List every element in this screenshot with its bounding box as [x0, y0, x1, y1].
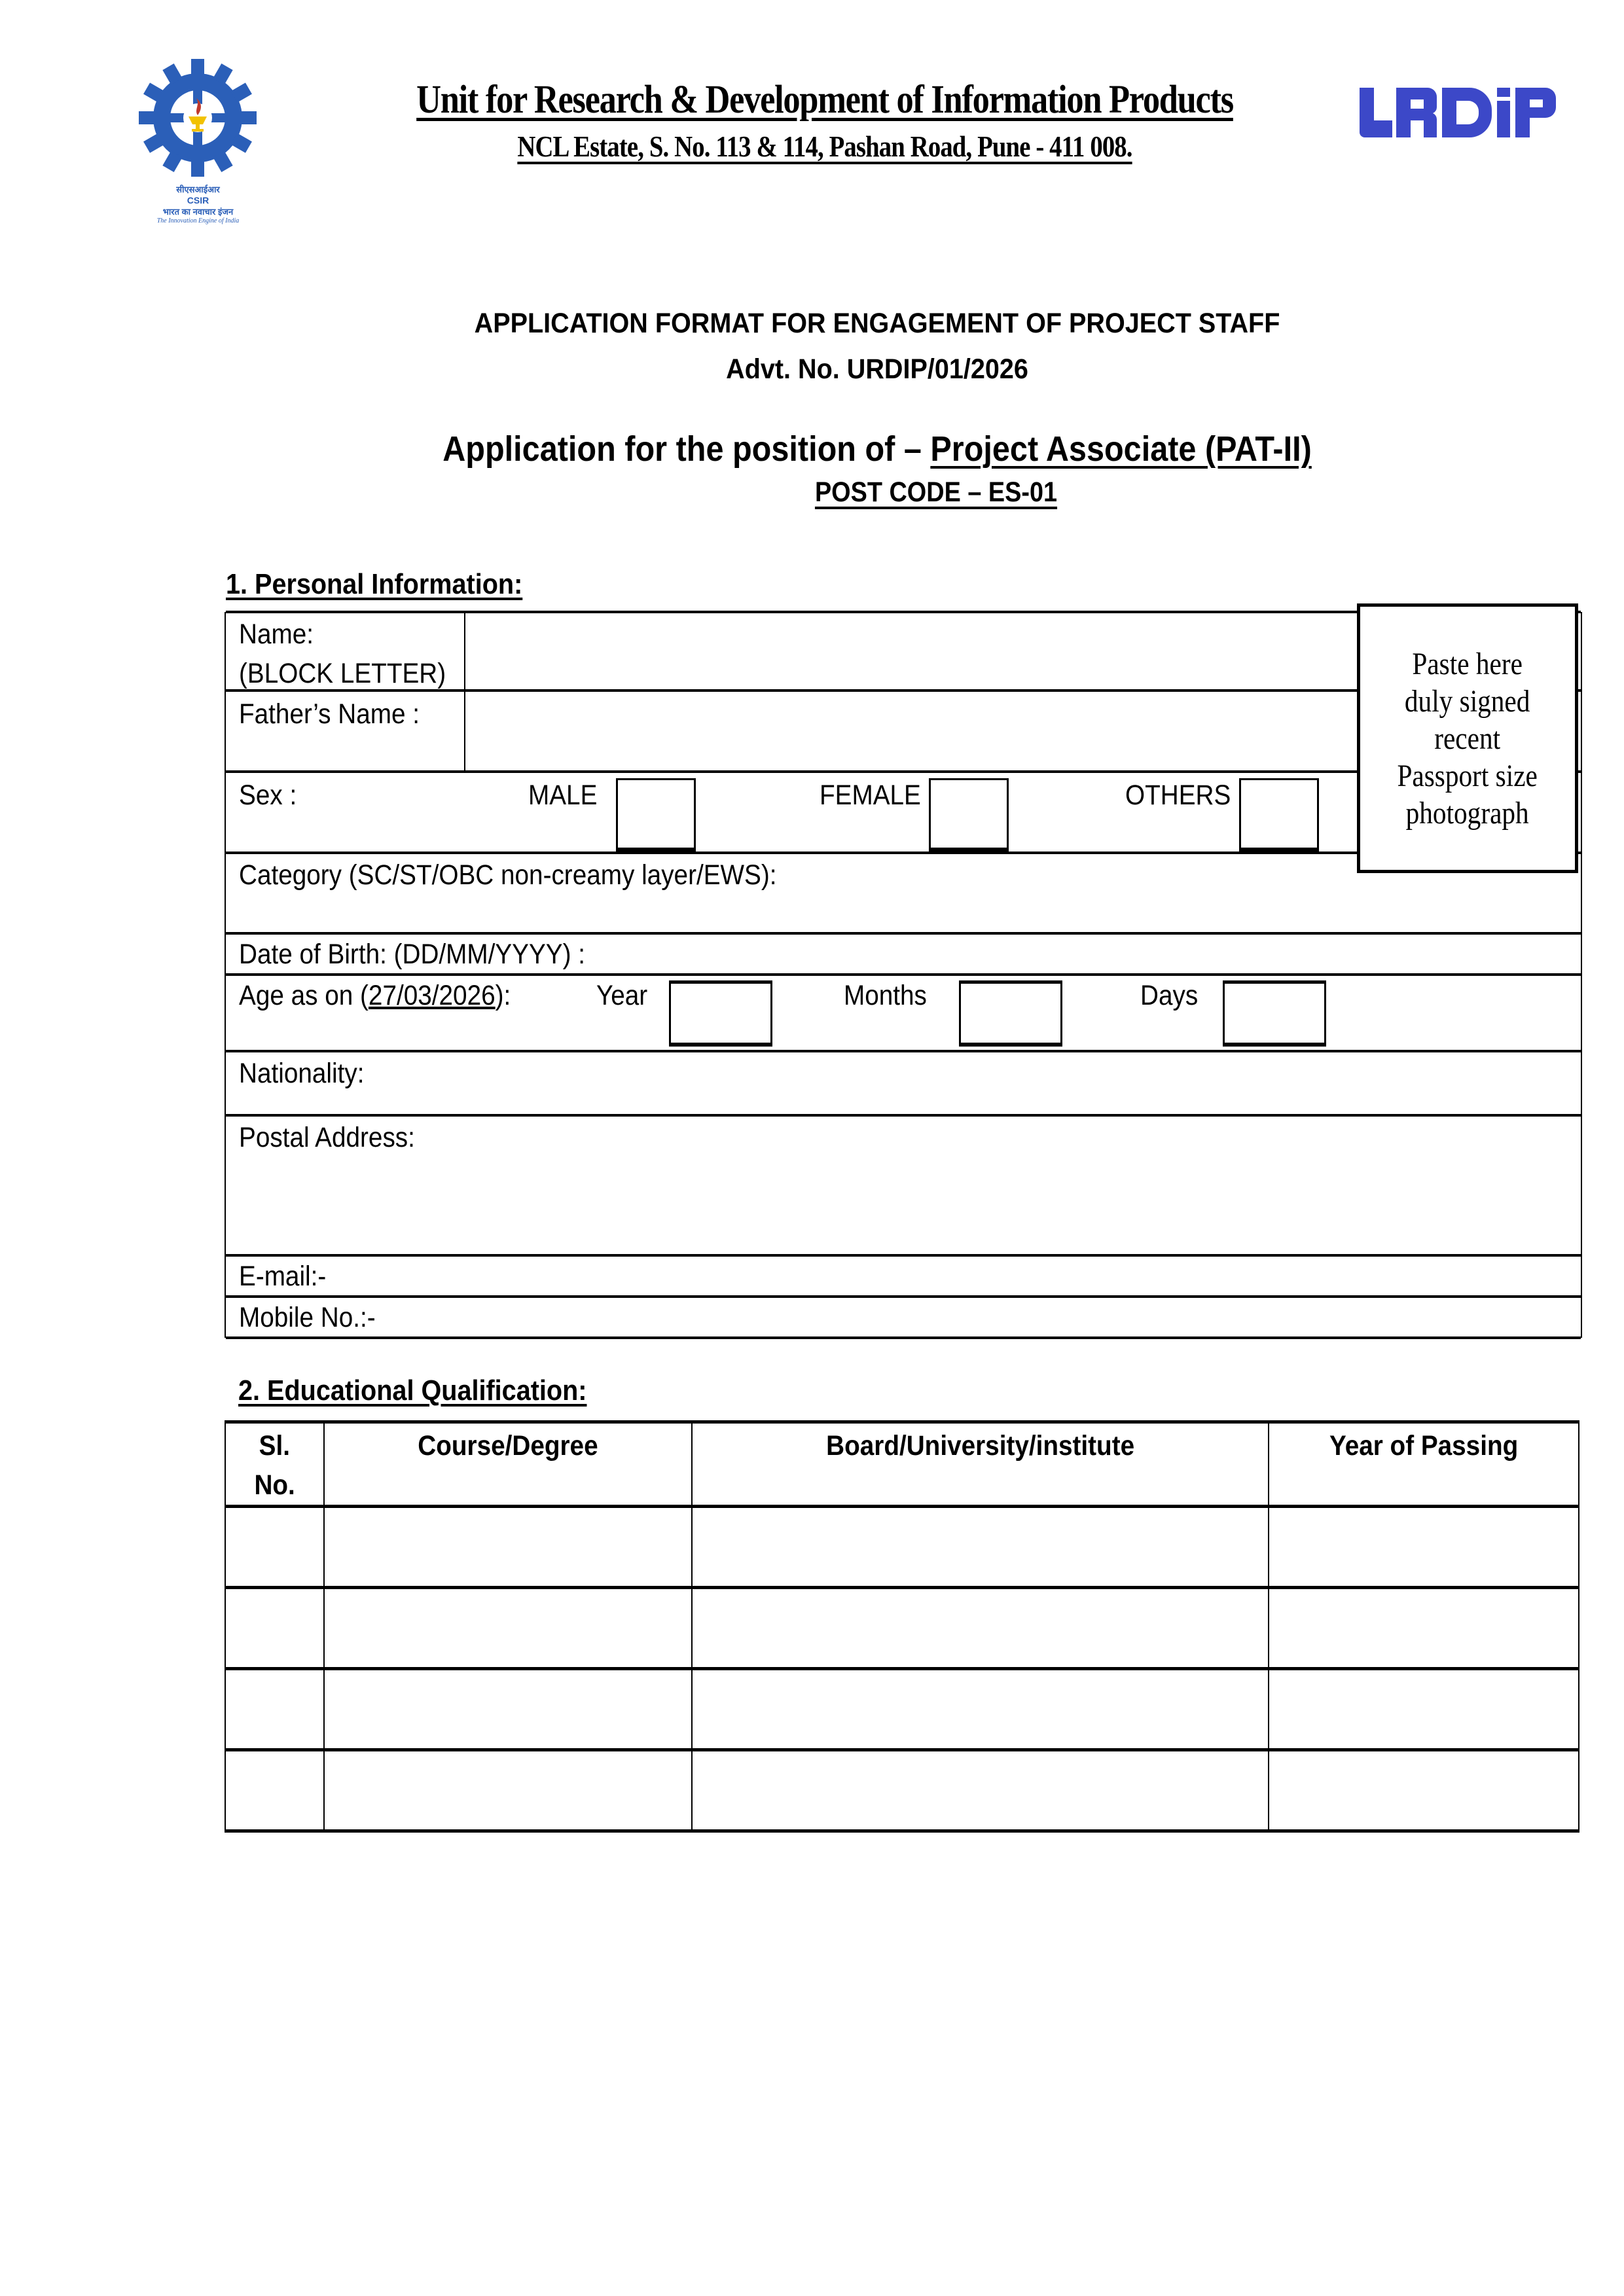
- age-label: Age as on (27/03/2026):: [239, 980, 511, 1011]
- email-input[interactable]: [344, 1257, 1581, 1295]
- postal-address-row: [226, 1117, 1581, 1257]
- table-row: [225, 1507, 1579, 1588]
- mobile-label: Mobile No.:-: [239, 1302, 376, 1333]
- course-cell[interactable]: [324, 1750, 692, 1831]
- sex-female-checkbox[interactable]: [929, 778, 1009, 852]
- mobile-row: [226, 1298, 1581, 1339]
- age-days-label: Days: [1140, 980, 1199, 1011]
- col-course-degree: Course/Degree: [324, 1422, 692, 1507]
- mobile-input[interactable]: [396, 1298, 1581, 1336]
- photo-paste-area[interactable]: [1357, 603, 1578, 873]
- education-title: 2. Educational Qualification:: [238, 1374, 587, 1407]
- age-year-input[interactable]: [669, 980, 772, 1047]
- board-cell[interactable]: [692, 1750, 1268, 1831]
- form-heading: APPLICATION FORMAT FOR ENGAGEMENT OF PROJECT STAFF: [474, 308, 1280, 339]
- urdip-logo: [1358, 86, 1558, 139]
- category-label: Category (SC/ST/OBC non-creamy layer/EWS):: [239, 859, 777, 891]
- urdip-logo-icon: [1358, 86, 1558, 139]
- photo-instructions: Paste here duly signed recent Passport size photograph: [1397, 646, 1538, 831]
- csir-gear-logo-icon: [134, 56, 262, 187]
- email-row: [226, 1257, 1581, 1298]
- sex-label: Sex :: [239, 780, 297, 811]
- nationality-row: [226, 1052, 1581, 1117]
- serial-cell[interactable]: [225, 1507, 324, 1588]
- age-days-input[interactable]: [1223, 980, 1326, 1047]
- org-address: NCL Estate, S. No. 113 & 114, Pashan Road, Pune - 411 008.: [517, 130, 1132, 163]
- nationality-input[interactable]: [396, 1052, 1581, 1114]
- father-name-label: Father’s Name :: [239, 698, 420, 730]
- age-months-label: Months: [844, 980, 927, 1011]
- csir-hindi-tagline: भारत का नवाचार इंजन: [162, 207, 234, 217]
- sex-male-checkbox[interactable]: [616, 778, 696, 852]
- age-row: [226, 976, 1581, 1052]
- sex-option-male-label: MALE: [528, 780, 598, 811]
- serial-cell[interactable]: [225, 1669, 324, 1750]
- name-block-letter-hint: (BLOCK LETTER): [239, 658, 446, 689]
- board-cell[interactable]: [692, 1507, 1268, 1588]
- education-header-row: [225, 1422, 1579, 1507]
- course-cell[interactable]: [324, 1669, 692, 1750]
- name-label: Name:: [239, 619, 314, 650]
- sex-option-female-label: FEMALE: [820, 780, 921, 811]
- year-cell[interactable]: [1269, 1507, 1579, 1588]
- serial-cell[interactable]: [225, 1750, 324, 1831]
- course-cell[interactable]: [324, 1507, 692, 1588]
- serial-cell[interactable]: [225, 1588, 324, 1669]
- col-year-of-passing: Year of Passing: [1269, 1422, 1579, 1507]
- position-line: [264, 429, 1490, 469]
- csir-hindi-name: सीएसआईआर: [176, 185, 220, 194]
- csir-logo: [134, 56, 262, 226]
- age-months-input[interactable]: [959, 980, 1062, 1047]
- col-board-university: Board/University/institute: [692, 1422, 1268, 1507]
- personal-info-title: 1. Personal Information:: [226, 568, 523, 600]
- postal-address-label: Postal Address:: [239, 1122, 415, 1153]
- position-name: Project Associate (PAT-II): [930, 429, 1312, 469]
- col-serial-number: Sl. No.: [225, 1422, 324, 1507]
- org-title: Unit for Research & Development of Information Products: [416, 78, 1233, 122]
- table-row: [225, 1669, 1579, 1750]
- board-cell[interactable]: [692, 1588, 1268, 1669]
- postal-address-input[interactable]: [226, 1156, 1581, 1254]
- email-label: E-mail:-: [239, 1261, 327, 1292]
- advertisement-number: Advt. No. URDIP/01/2026: [726, 353, 1028, 385]
- csir-name: CSIR: [187, 195, 209, 206]
- dob-input[interactable]: [658, 935, 1581, 973]
- post-code: POST CODE – ES-01: [814, 476, 1058, 508]
- board-cell[interactable]: [692, 1669, 1268, 1750]
- table-row: [225, 1588, 1579, 1669]
- category-input[interactable]: [226, 893, 1581, 932]
- education-table: [225, 1420, 1579, 1833]
- csir-tagline: The Innovation Engine of India: [156, 217, 240, 224]
- table-row: [225, 1750, 1579, 1831]
- year-cell[interactable]: [1269, 1750, 1579, 1831]
- position-prefix: Application for the position of –: [442, 429, 931, 469]
- year-cell[interactable]: [1269, 1669, 1579, 1750]
- sex-others-checkbox[interactable]: [1239, 778, 1319, 852]
- age-reference-date: 27/03/2026: [368, 980, 496, 1011]
- dob-label: Date of Birth: (DD/MM/YYYY) :: [239, 939, 586, 970]
- sex-option-others-label: OTHERS: [1125, 780, 1231, 811]
- year-cell[interactable]: [1269, 1588, 1579, 1669]
- course-cell[interactable]: [324, 1588, 692, 1669]
- nationality-label: Nationality:: [239, 1058, 365, 1089]
- age-year-label: Year: [596, 980, 648, 1011]
- dob-row: [226, 935, 1581, 976]
